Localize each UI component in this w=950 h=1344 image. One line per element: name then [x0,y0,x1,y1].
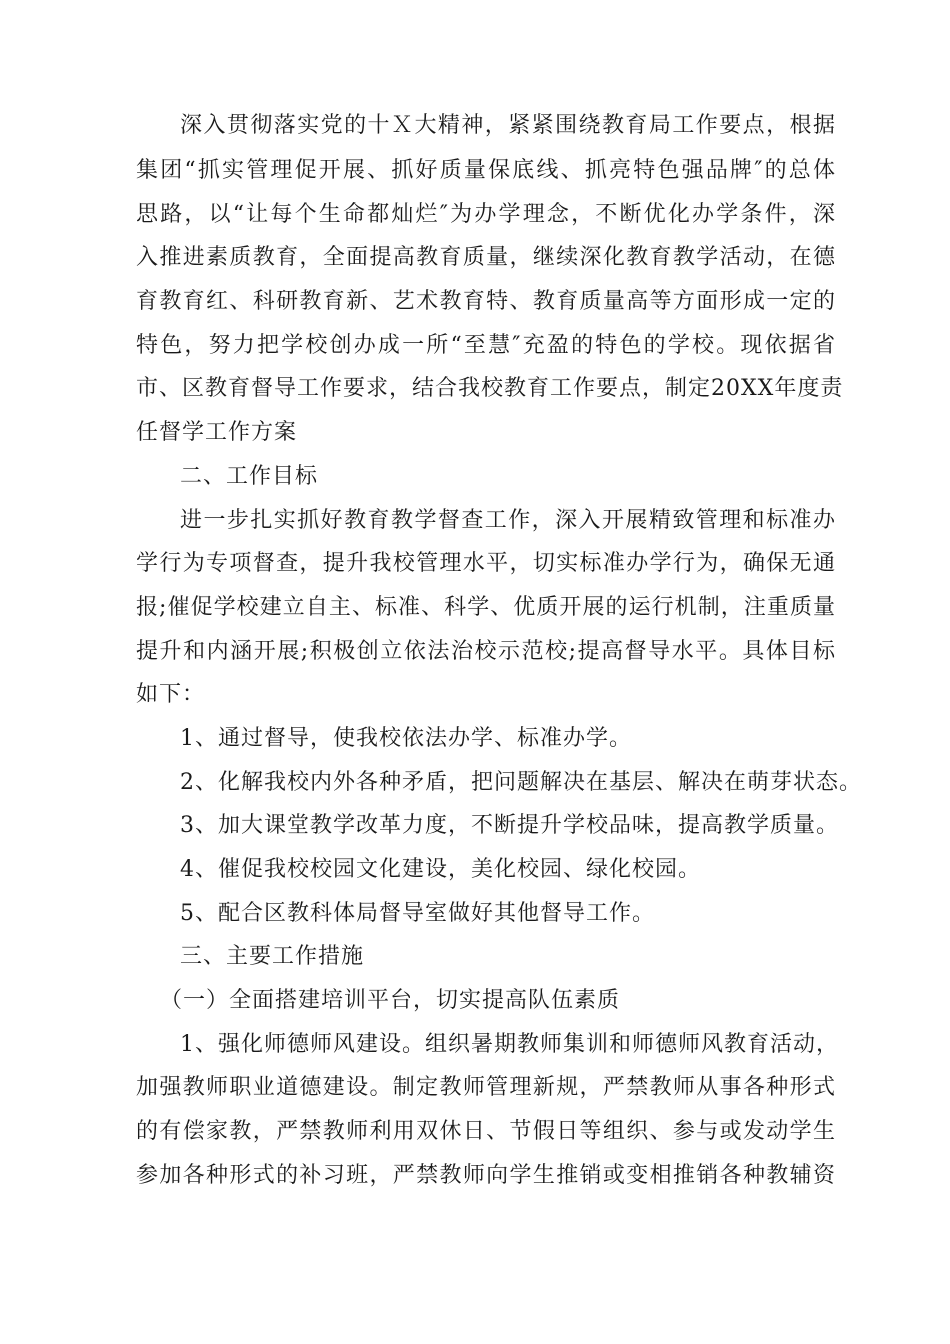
intro-line-7: 市、区教育督导工作要求，结合我校教育工作要点，制定20XX年度责 [136,376,844,401]
intro-line-3: 思路，以“让每个生命都灿烂″为办学理念，不断优化办学条件，深 [136,202,836,227]
subheading-training: （一）全面搭建培训平台，切实提高队伍素质 [160,988,621,1013]
intro-line-1: 深入贯彻落实党的十Ｘ大精神，紧紧围绕教育局工作要点，根据 [180,113,836,138]
goals-line-5: 如下： [136,682,206,707]
heading-goals: 二、工作目标 [180,464,319,489]
intro-line-4: 入推进素质教育，全面提高教育质量，继续深化教育教学活动，在德 [136,245,836,270]
heading-measures: 三、主要工作措施 [180,944,365,969]
goals-line-2: 学行为专项督查，提升我校管理水平，切实标准办学行为，确保无通 [136,551,836,576]
goal-item-5: 5、配合区教科体局督导室做好其他督导工作。 [180,901,655,926]
intro-line-6: 特色，努力把学校创办成一所“至慧″充盈的特色的学校。现依据省 [136,333,836,358]
goal-item-1: 1、通过督导，使我校依法办学、标准办学。 [180,726,632,751]
goal-item-3: 3、加大课堂教学改革力度，不断提升学校品味，提高教学质量。 [180,813,839,838]
goals-line-1: 进一步扎实抓好教育教学督查工作，深入开展精致管理和标准办 [180,508,836,533]
goals-line-4: 提升和内涵开展;积极创立依法治校示范校;提高督导水平。具体目标 [136,639,836,664]
intro-line-5: 育教育红、科研教育新、艺术教育特、教育质量高等方面形成一定的 [136,289,836,314]
goals-line-3: 报;催促学校建立自主、标准、科学、优质开展的运行机制，注重质量 [136,595,836,620]
ethics-line-1: 1、强化师德师风建设。组织暑期教师集训和师德师风教育活动， [180,1032,839,1057]
ethics-line-4: 参加各种形式的补习班，严禁教师向学生推销或变相推销各种教辅资 [136,1163,836,1188]
ethics-line-3: 的有偿家教，严禁教师利用双休日、节假日等组织、参与或发动学生 [136,1119,836,1144]
intro-line-2: 集团“抓实管理促开展、抓好质量保底线、抓亮特色强品牌″的总体 [136,158,836,183]
goal-item-4: 4、催促我校校园文化建设，美化校园、绿化校园。 [180,857,701,882]
ethics-line-2: 加强教师职业道德建设。制定教师管理新规，严禁教师从事各种形式 [136,1075,836,1100]
goal-item-2: 2、化解我校内外各种矛盾，把问题解决在基层、解决在萌芽状态。 [180,770,862,795]
intro-line-8: 任督学工作方案 [136,420,298,445]
